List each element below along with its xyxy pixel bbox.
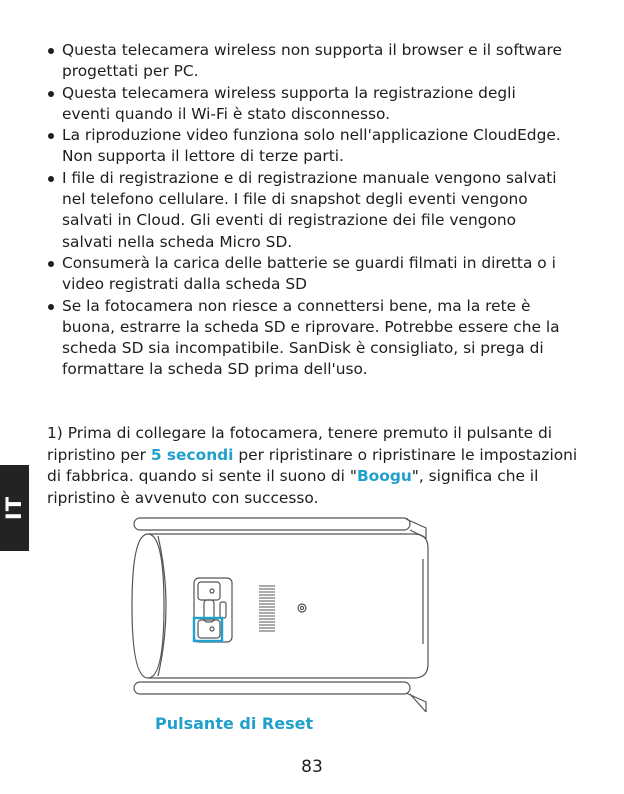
list-item: Questa telecamera wireless supporta la registrazione degli eventi quando il Wi-Fi è stato disconnesso. <box>47 83 567 126</box>
reset-text-part1: 1) Prima di collegare la fotocamera, tenere premuto il pulsante di ripristino per <box>47 424 553 464</box>
list-item: La riproduzione video funziona solo nell'applicazione CloudEdge. Non supporta il lettore di terze parti. <box>47 125 567 168</box>
reset-instructions <box>47 423 587 509</box>
page-number: 83 <box>301 757 323 777</box>
language-tab-label: IT <box>2 495 27 521</box>
figure-caption: Pulsante di Reset <box>155 714 314 733</box>
camera-illustration <box>128 514 440 712</box>
highlight-sound: Boogu <box>356 467 412 485</box>
list-item: I file di registrazione e di registrazione manuale vengono salvati nel telefono cellulare. I file di snapshot degli eventi vengono salvati in Cloud. Gli eventi di registrazione dei file vengono salvati nella scheda Micro SD. <box>47 168 567 253</box>
reset-text-part2: per ripristinare o ripristinare le impostazioni di fabbrica. quando si sente il suono di " <box>47 445 578 485</box>
language-tab <box>0 465 29 551</box>
reset-text-part3: ", significa che il ripristino è avvenuto con successo. <box>47 467 539 507</box>
list-item: Questa telecamera wireless non supporta il browser e il software progettati per PC. <box>47 40 567 83</box>
list-item: Se la fotocamera non riesce a connettersi bene, ma la rete è buona, estrarre la scheda SD e riprovare. Potrebbe essere che la scheda SD sia incompatibile. SanDisk è consigliato, si prega di formattare la scheda SD prima dell'uso. <box>47 296 567 381</box>
highlight-seconds: 5 secondi <box>150 445 234 464</box>
camera-body-outline <box>132 518 428 712</box>
list-item: Consumerà la carica delle batterie se guardi filmati in diretta o i video registrati dalla scheda SD <box>47 253 567 296</box>
vent-grille <box>259 586 275 631</box>
notes-list <box>47 40 567 381</box>
